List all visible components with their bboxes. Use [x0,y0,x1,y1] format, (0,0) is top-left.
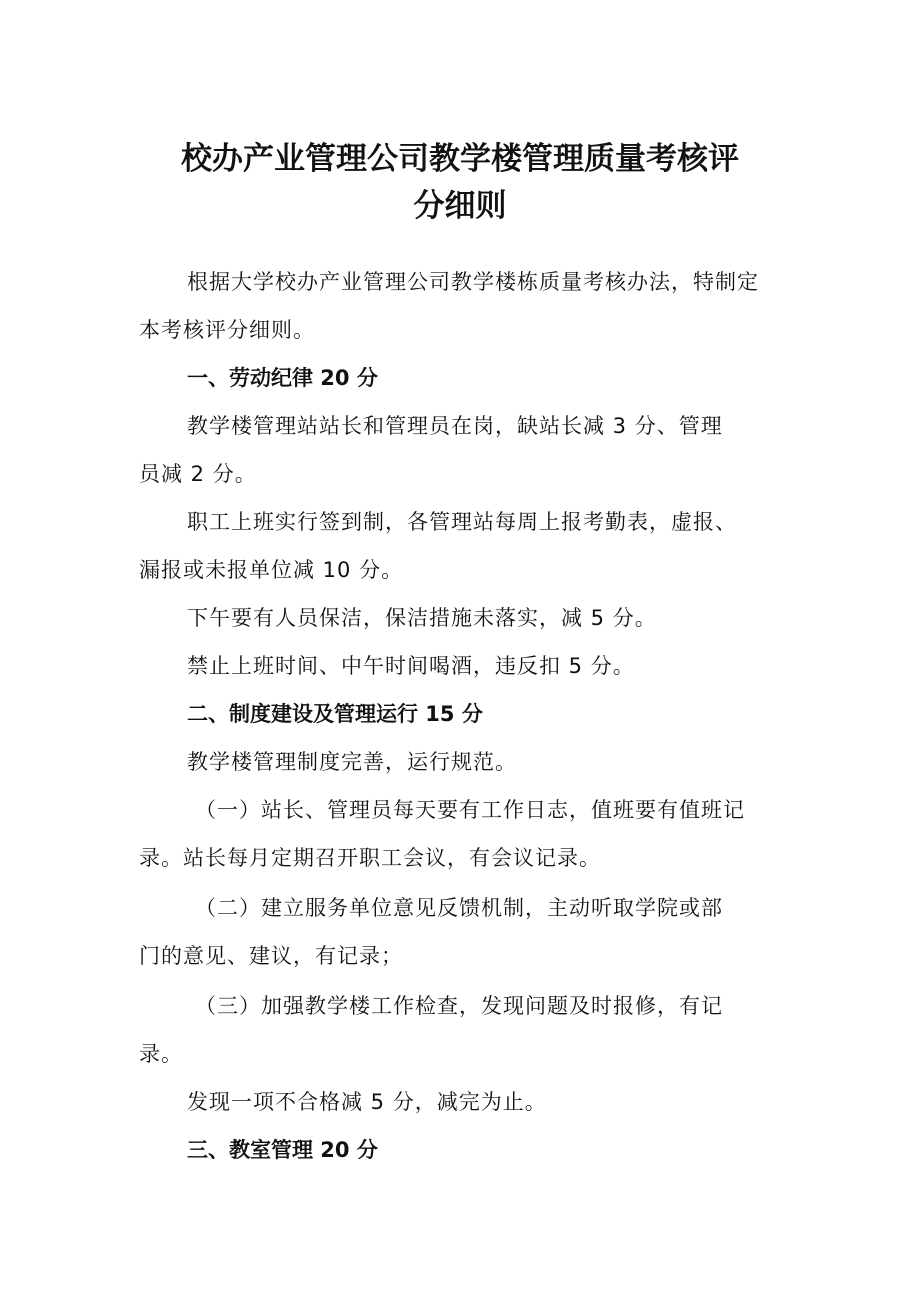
section2-p1: 教学楼管理制度完善，运行规范。 [187,750,517,774]
section1-p1-line1: 教学楼管理站站长和管理员在岗，缺站长减 3 分、管理 [187,414,723,438]
document-title-line2: 分细则 [413,188,507,224]
section2-item3-line1: （三）加强教学楼工作检查，发现问题及时报修，有记 [195,994,723,1018]
section1-p3: 下午要有人员保洁，保洁措施未落实，减 5 分。 [187,606,657,630]
section2-p-last: 发现一项不合格减 5 分，减完为止。 [187,1090,547,1114]
document-title-line1: 校办产业管理公司教学楼管理质量考核评 [181,141,739,177]
section3-heading: 三、教室管理 20 分 [187,1138,378,1162]
section1-p2-line1: 职工上班实行签到制，各管理站每周上报考勤表，虚报、 [187,510,737,534]
section1-heading: 一、劳动纪律 20 分 [187,366,378,390]
section1-p1-line2: 员减 2 分。 [139,462,257,486]
section2-item1-line1: （一）站长、管理员每天要有工作日志，值班要有值班记 [195,798,745,822]
section1-p2-line2: 漏报或未报单位减 10 分。 [139,558,404,582]
section2-item3-line2: 录。 [139,1042,183,1066]
intro-line1: 根据大学校办产业管理公司教学楼栋质量考核办法，特制定 [187,270,759,294]
section2-item2-line2: 门的意见、建议，有记录； [139,944,403,968]
section1-p4: 禁止上班时间、中午时间喝酒，违反扣 5 分。 [187,654,635,678]
section2-item1-line2: 录。站长每月定期召开职工会议，有会议记录。 [139,846,601,870]
section2-item2-line1: （二）建立服务单位意见反馈机制，主动听取学院或部 [195,896,723,920]
intro-line2: 本考核评分细则。 [139,318,315,342]
section2-heading: 二、制度建设及管理运行 15 分 [187,702,483,726]
